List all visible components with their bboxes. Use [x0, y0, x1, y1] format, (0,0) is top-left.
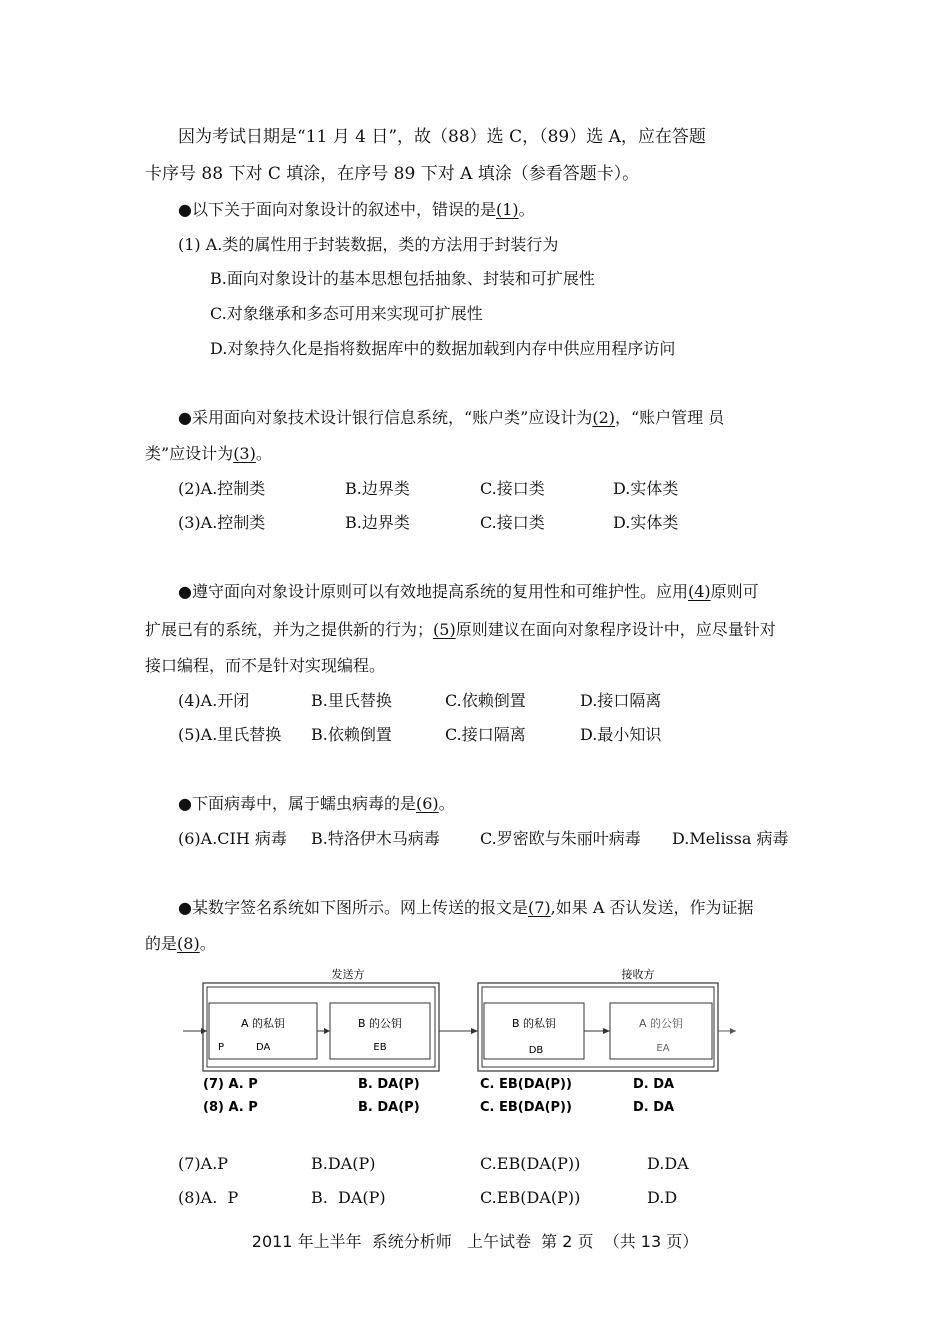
fig-q7-option-d: D. DA: [633, 1077, 675, 1092]
q2-stem-text-a: ●采用面向对象技术设计银行信息系统，“账户类”应设计为: [178, 408, 593, 427]
q7-option-a: (7)A.P: [178, 1154, 229, 1173]
digital-signature-figure: [178, 965, 746, 1127]
q4-stem-text-c: 扩展已有的系统，并为之提供新的行为；: [145, 620, 434, 639]
q7-blank: (7): [527, 898, 551, 917]
intro-line-1: 因为考试日期是“11 月 4 日”，故（88）选 C，（89）选 A，应在答题: [178, 127, 706, 147]
q7-stem-line-1: [178, 898, 753, 918]
q6-option-b: B.特洛伊木马病毒: [311, 829, 440, 848]
q3-option-a: (3)A.控制类: [178, 513, 266, 532]
q8-option-a: (8)A. P: [178, 1188, 239, 1207]
q7-option-b: B.DA(P): [311, 1154, 376, 1173]
q7-option-d: D.DA: [647, 1154, 689, 1173]
q2-stem-line-2: [145, 444, 272, 464]
q1-option-b: B.面向对象设计的基本思想包括抽象、封装和可扩展性: [210, 269, 595, 288]
q4-stem-line-2: [145, 620, 776, 640]
q3-blank: (3): [233, 444, 256, 463]
q4-stem-text-d: 原则建议在面向对象程序设计中，应尽量针对: [455, 620, 776, 639]
a-public-key-symbol: EA: [656, 1043, 670, 1054]
q6-option-c: C.罗密欧与朱丽叶病毒: [480, 829, 641, 848]
q5-option-a: (5)A.里氏替换: [178, 725, 282, 744]
q4-option-b: B.里氏替换: [311, 691, 392, 710]
q3-option-b: B.边界类: [345, 513, 410, 532]
fig-q7-option-a: (7) A. P: [203, 1077, 258, 1092]
q4-option-a: (4)A.开闭: [178, 691, 250, 710]
q2-blank: (2): [592, 408, 615, 427]
q2-stem-line-1: [178, 408, 724, 428]
b-public-key-label: B 的公钥: [357, 1017, 403, 1030]
q5-blank: (5): [433, 620, 456, 639]
q1-option-d: D.对象持久化是指将数据库中的数据加载到内存中供应用程序访问: [210, 339, 676, 358]
a-private-key-symbol: DA: [256, 1042, 271, 1053]
arrow-box3-box4-head: [603, 1028, 610, 1034]
q3-option-c: C.接口类: [480, 513, 545, 532]
page-footer: 2011 年上半年 系统分析师 上午试卷 第 2 页 （共 13 页）: [251, 1232, 699, 1251]
q3-option-d: D.实体类: [613, 513, 679, 532]
plaintext-p-label: P: [218, 1042, 225, 1053]
fig-q7-option-c: C. EB(DA(P)): [480, 1077, 572, 1092]
q2-stem-text-d: 。: [255, 444, 272, 463]
fig-q8-option-d: D. DA: [633, 1100, 675, 1115]
q4-option-c: C.依赖倒置: [445, 691, 526, 710]
q1-option-a: (1) A.类的属性用于封装数据，类的方法用于封装行为: [178, 235, 559, 254]
fig-q8-option-c: C. EB(DA(P)): [480, 1100, 572, 1115]
receiver-label: 接收方: [621, 968, 655, 981]
fig-q7-option-b: B. DA(P): [358, 1077, 420, 1092]
q5-option-b: B.依赖倒置: [311, 725, 392, 744]
q6-blank: (6): [415, 794, 439, 813]
a-private-key-label: A 的私钥: [240, 1017, 286, 1030]
q8-blank: (8): [177, 934, 200, 953]
q8-option-d: D.D: [647, 1188, 678, 1207]
q4-option-d: D.接口隔离: [580, 691, 662, 710]
a-public-key-label: A 的公钥: [638, 1017, 684, 1030]
q7-stem-text-c: 的是: [145, 934, 178, 953]
q5-option-d: D.最小知识: [580, 725, 662, 744]
intro-line-2: 卡序号 88 下对 C 填涂，在序号 89 下对 A 填涂（参看答题卡）。: [145, 164, 640, 184]
q8-option-b: B. DA(P): [311, 1188, 386, 1207]
q1-stem-end: 。: [518, 200, 535, 219]
q4-stem-line-3: 接口编程，而不是针对实现编程。: [145, 656, 386, 675]
q4-stem-text-a: ●遵守面向对象设计原则可以有效地提高系统的复用性和可维护性。应用: [178, 582, 688, 601]
q7-stem-text-b: ,如果 A 否认发送，作为证据: [550, 898, 754, 917]
q6-stem-end: 。: [438, 794, 455, 813]
q2-option-b: B.边界类: [345, 479, 410, 498]
q7-stem-text-d: 。: [199, 934, 216, 953]
q2-option-c: C.接口类: [480, 479, 545, 498]
q6-option-a: (6)A.CIH 病毒: [178, 829, 287, 848]
q7-option-c: C.EB(DA(P)): [480, 1154, 581, 1173]
q5-option-c: C.接口隔离: [445, 725, 526, 744]
q1-stem-text: ●以下关于面向对象设计的叙述中，错误的是: [178, 200, 496, 219]
b-public-key-symbol: EB: [373, 1042, 387, 1053]
q4-stem-text-b: 原则可: [710, 582, 759, 601]
q1-option-c: C.对象继承和多态可用来实现可扩展性: [210, 304, 483, 323]
figure-options: [203, 1077, 674, 1115]
b-private-key-symbol: DB: [528, 1045, 544, 1056]
q7-stem-line-2: [145, 934, 216, 954]
q4-stem-line-1: [178, 582, 759, 602]
fig-q8-option-b: B. DA(P): [358, 1100, 420, 1115]
sender-outer-box: [203, 983, 439, 1071]
arrow-sender-receiver-head: [471, 1028, 478, 1034]
q2-option-a: (2)A.控制类: [178, 479, 266, 498]
b-private-key-label: B 的私钥: [511, 1017, 557, 1030]
q2-stem-text-b: ，“账户管理 员: [615, 408, 725, 427]
q6-stem-text: ●下面病毒中，属于蠕虫病毒的是: [178, 794, 416, 813]
q1-stem: [178, 200, 535, 220]
sender-label: 发送方: [331, 968, 365, 981]
q1-blank: (1): [495, 200, 519, 219]
q2-option-d: D.实体类: [613, 479, 679, 498]
q7-stem-text-a: ●某数字签名系统如下图所示。网上传送的报文是: [178, 898, 528, 917]
q6-option-d: D.Melissa 病毒: [672, 829, 789, 848]
input-arrow-head: [201, 1028, 207, 1034]
q4-blank: (4): [687, 582, 711, 601]
q2-stem-text-c: 类”应设计为: [145, 444, 234, 463]
q6-stem: [178, 794, 455, 814]
q8-option-c: C.EB(DA(P)): [480, 1188, 581, 1207]
arrow-box1-box2-head: [324, 1028, 330, 1034]
fig-q8-option-a: (8) A. P: [203, 1100, 258, 1115]
output-arrow-head: [730, 1028, 736, 1034]
